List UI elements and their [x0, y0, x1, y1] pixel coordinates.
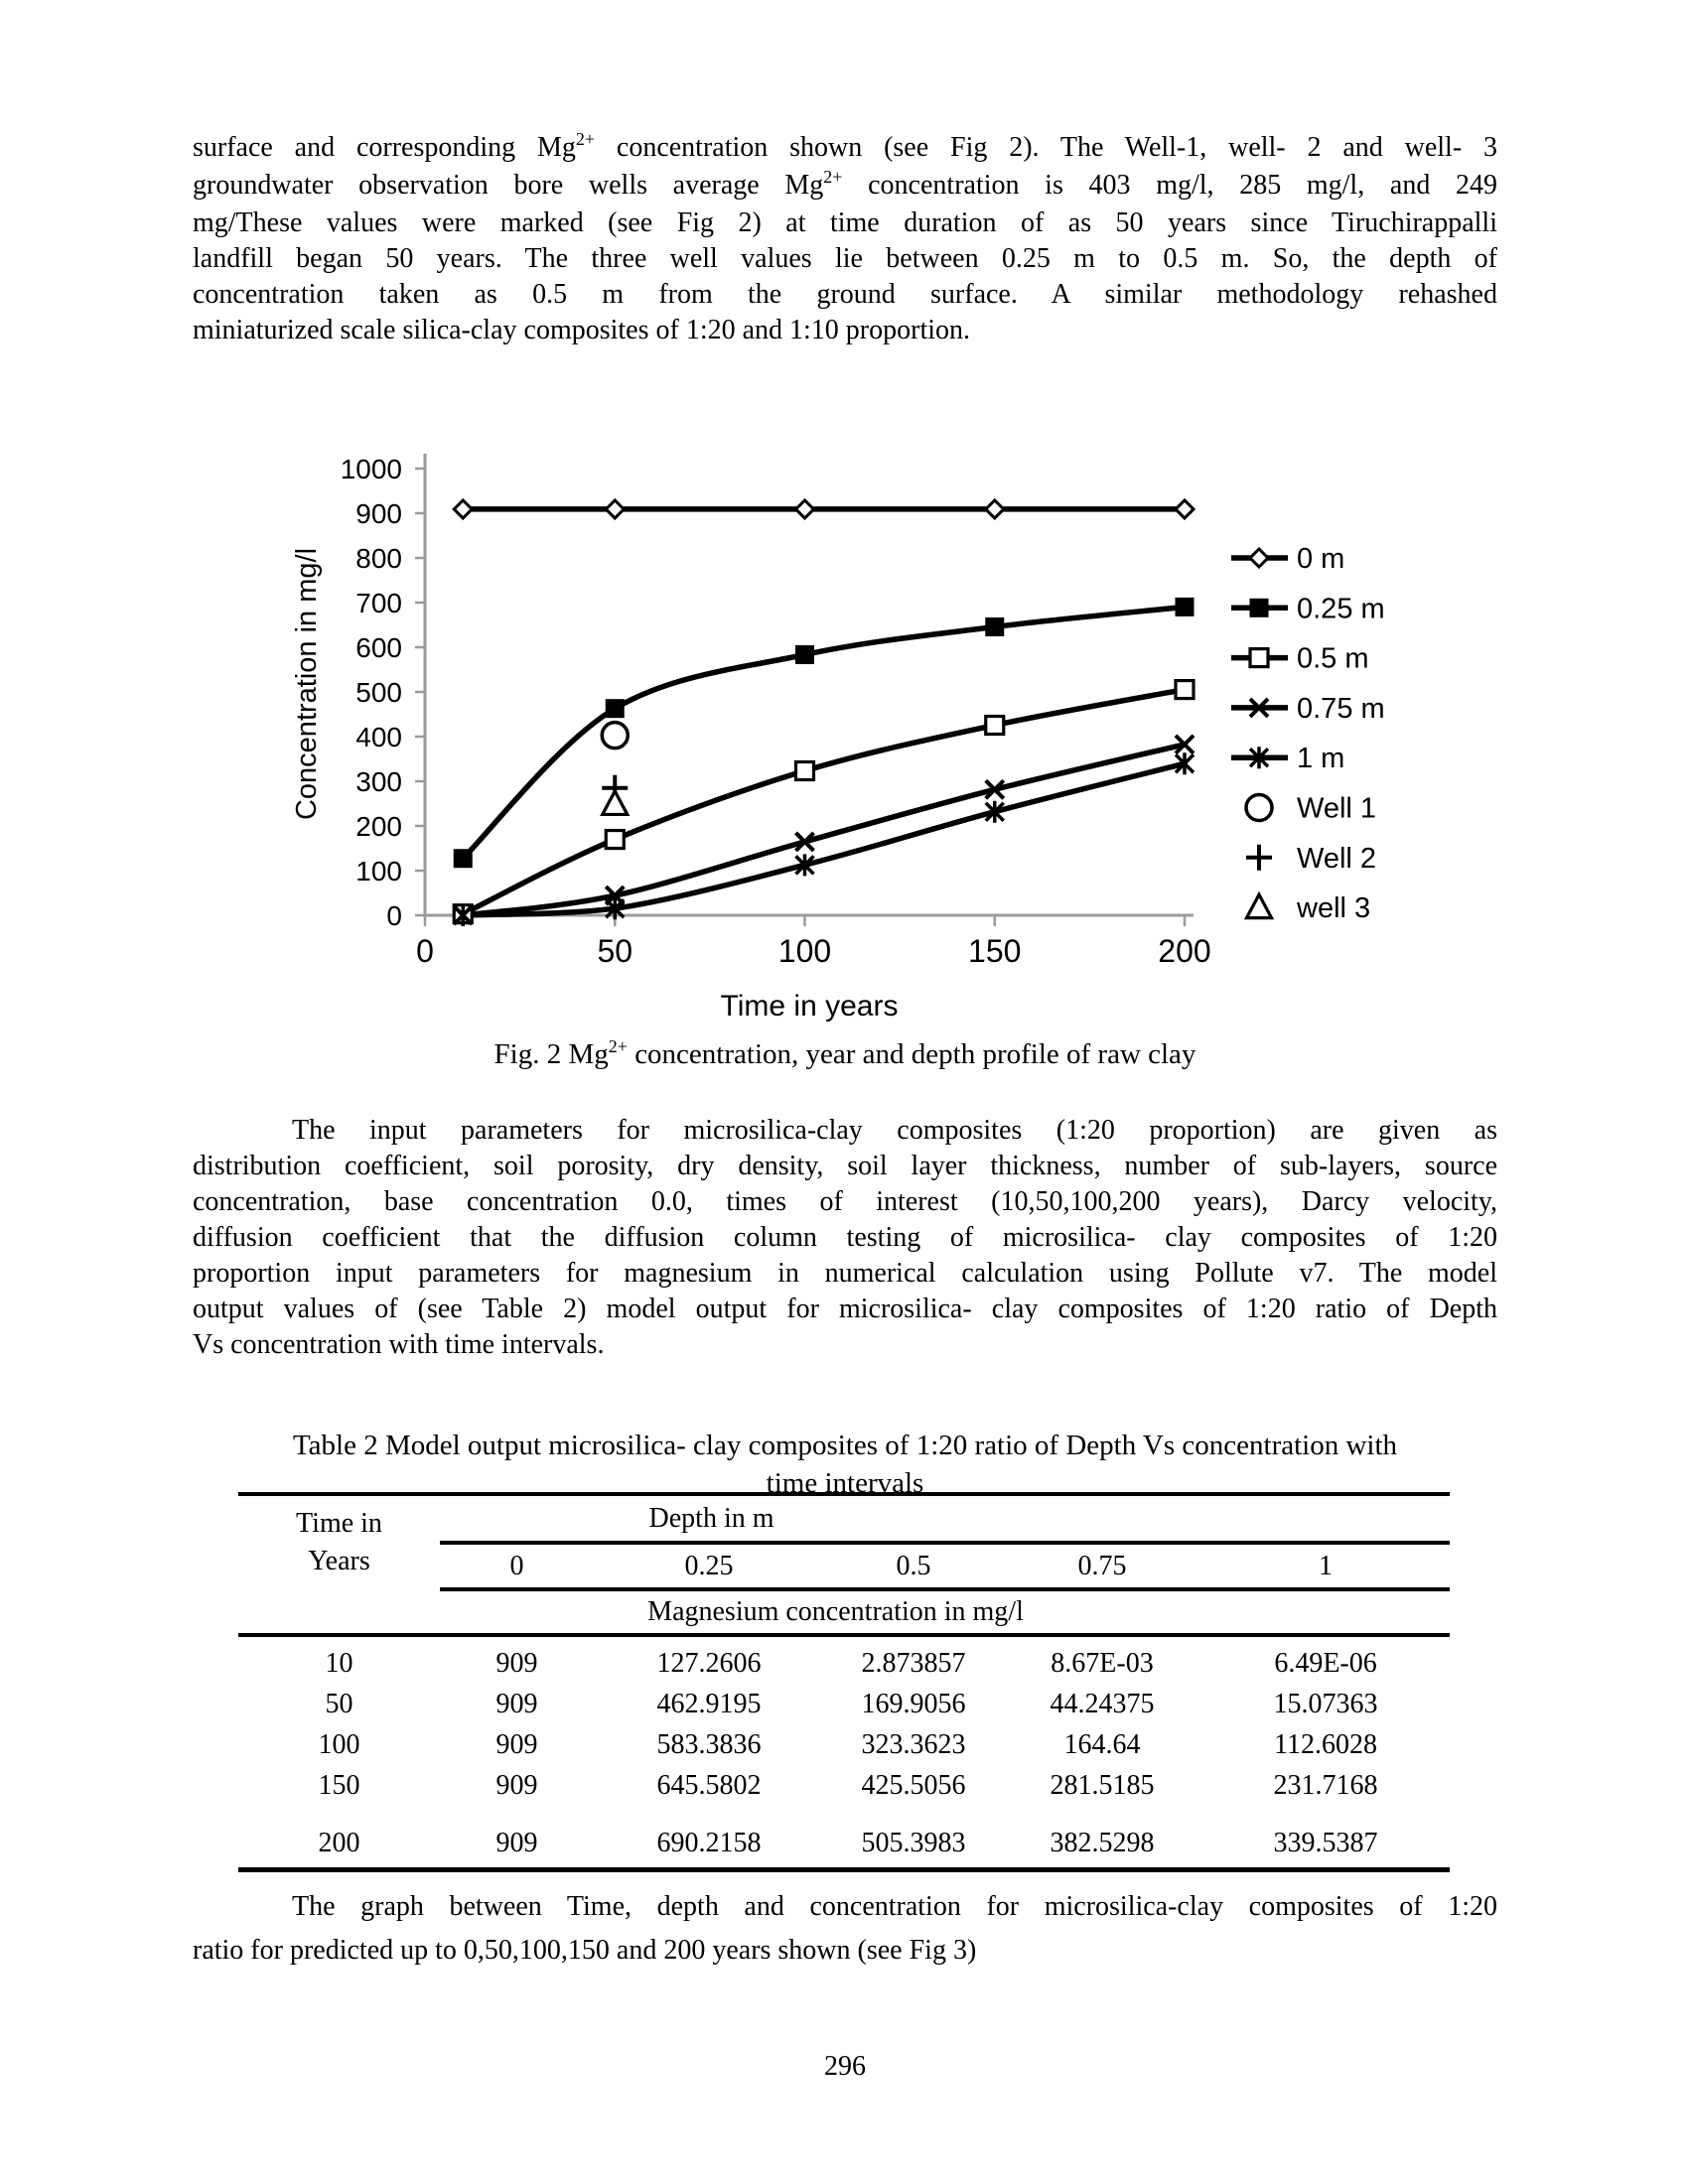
- legend-label: well 3: [1297, 892, 1371, 925]
- time-in-years-header: [238, 1494, 440, 1589]
- depth-col-header: 0.75: [1003, 1543, 1201, 1589]
- y-tick-label: 0: [386, 900, 402, 931]
- series-line-025m: [463, 607, 1185, 858]
- depth-col-header: 0.5: [824, 1543, 1003, 1589]
- series-line-075m: [463, 745, 1185, 915]
- depth-col-header: 0: [440, 1543, 594, 1589]
- paragraph-1: [193, 130, 1497, 348]
- x-tick-label: 100: [777, 933, 832, 969]
- y-tick-label: 100: [355, 856, 402, 887]
- time-cell: 150: [318, 1769, 360, 1801]
- table-body: [238, 1635, 1450, 1870]
- caption-text-2: concentration, year and depth profile of raw clay: [627, 1038, 1196, 1070]
- time-cell: 10: [325, 1647, 353, 1679]
- y-tick-label: 900: [355, 498, 402, 529]
- legend-label: Well 2: [1297, 842, 1377, 875]
- y-tick-label: 1000: [340, 454, 402, 484]
- value-cell: 2.873857: [861, 1647, 966, 1679]
- time-cell: 50: [325, 1688, 353, 1719]
- value-cell: 164.64: [1063, 1728, 1141, 1760]
- value-cell: 169.9056: [861, 1688, 966, 1719]
- y-tick-label: 700: [355, 588, 402, 618]
- y-tick-label: 500: [355, 677, 402, 708]
- y-tick-label: 300: [355, 766, 402, 797]
- value-cell: 127.2606: [656, 1647, 762, 1679]
- filled-square-marker: [1250, 599, 1269, 617]
- depth-col-header: 0.25: [594, 1543, 824, 1589]
- triangle-marker: [603, 791, 628, 815]
- filled-square-marker: [606, 699, 625, 718]
- value-cell: 6.49E-06: [1274, 1647, 1377, 1679]
- value-cell: 231.7168: [1273, 1769, 1378, 1801]
- legend-label: 0.75 m: [1297, 692, 1385, 725]
- table-2-title: [194, 1427, 1496, 1502]
- legend-entry: [1231, 743, 1344, 774]
- legend-entry: [1246, 843, 1376, 875]
- text-line: output values of (see Table 2) model output for microsilica- clay composites of 1:20 ratio of Depth: [193, 1294, 1497, 1324]
- open-square-marker: [1250, 649, 1268, 667]
- text-line: concentration taken as 0.5 m from the ground surface. A similar methodology rehashed: [193, 279, 1497, 310]
- value-cell: 690.2158: [594, 1806, 824, 1870]
- legend-entry: [1231, 643, 1369, 675]
- table-header-row-1: [238, 1494, 1450, 1543]
- x-tick-label: 200: [1158, 933, 1211, 969]
- page-number: 296: [824, 2051, 866, 2082]
- legend-entry: [1246, 793, 1376, 825]
- legend-entry: [1231, 693, 1385, 725]
- unit-header-spacer: [238, 1589, 440, 1635]
- legend-entry: [1231, 593, 1385, 624]
- filled-square-marker: [1176, 598, 1195, 616]
- diamond-marker: [1176, 500, 1194, 518]
- value-cell: 909: [440, 1806, 594, 1870]
- diamond-marker: [454, 500, 472, 518]
- open-square-marker: [606, 831, 624, 849]
- value-cell: 425.5056: [861, 1769, 966, 1801]
- text-line: mg/These values were marked (see Fig 2) at time duration of as 50 years since Tiruchirappalli: [193, 207, 1497, 238]
- open-square-marker: [1176, 681, 1194, 699]
- table-title-line-1: Table 2 Model output microsilica- clay composites of 1:20 ratio of Depth Vs concentration with: [292, 1430, 1398, 1461]
- text-line: The input parameters for microsilica-clay composites (1:20 proportion) are given as: [292, 1115, 1497, 1146]
- figure-2-caption: [194, 1038, 1496, 1071]
- diamond-marker: [1250, 549, 1268, 567]
- value-cell: 112.6028: [1274, 1728, 1378, 1760]
- depth-in-m-header: Depth in m: [440, 1494, 1450, 1543]
- value-cell: 909: [495, 1647, 538, 1679]
- time-header-line-1: Time in: [296, 1508, 382, 1539]
- text-line: concentration, base concentration 0.0, times of interest (10,50,100,200 years), Darcy velocity,: [193, 1186, 1497, 1217]
- caption-text: Fig. 2 Mg: [493, 1038, 609, 1070]
- value-cell: 382.5298: [1003, 1806, 1201, 1870]
- open-square-marker: [796, 761, 814, 779]
- caption-superscript: 2+: [608, 1036, 628, 1056]
- y-tick-label: 800: [355, 543, 402, 574]
- filled-square-marker: [795, 645, 814, 664]
- legend-label: 0 m: [1297, 543, 1345, 575]
- y-tick-label: 600: [355, 632, 402, 663]
- superscript: 2+: [575, 129, 596, 149]
- paragraph-2: [193, 1113, 1497, 1363]
- value-cell: 339.5387: [1201, 1806, 1450, 1870]
- text-line: proportion input parameters for magnesium in numerical calculation using Pollute v7. The model: [193, 1258, 1497, 1289]
- value-cell: 505.3983: [824, 1806, 1003, 1870]
- table-title-line-2: time intervals: [766, 1467, 924, 1499]
- time-header-line-2: Years: [308, 1546, 370, 1576]
- chart-svg: [228, 432, 1420, 1039]
- text-line: diffusion coefficient that the diffusion column testing of microsilica- clay composites of 1:20: [193, 1222, 1497, 1253]
- table-row: [238, 1765, 1450, 1806]
- open-square-marker: [986, 717, 1004, 735]
- x-tick-label: 50: [597, 933, 633, 969]
- text-line: surface and corresponding $Mg^{2+}$ concentration shown (see Fig 2). The Well-1, well- 2 and well- 3: [193, 129, 1497, 163]
- y-axis-title: Concentration in mg/l: [291, 547, 323, 821]
- legend-entry: [1247, 892, 1371, 924]
- time-cell: 200: [238, 1806, 440, 1870]
- value-cell: 323.3623: [861, 1728, 966, 1760]
- value-cell: 281.5185: [1050, 1769, 1155, 1801]
- text-line: Vs concentration with time intervals.: [193, 1329, 605, 1360]
- legend-label: 1 m: [1297, 743, 1345, 775]
- text-line: groundwater observation bore wells average $Mg^{2+}$ concentration is 403 mg/l, 285 mg/l, and 249: [193, 167, 1497, 201]
- diamond-marker: [606, 500, 624, 518]
- table-header-row-3: [238, 1589, 1450, 1635]
- table-row: [238, 1806, 1450, 1870]
- text-line: landfill began 50 years. The three well values lie between 0.25 m to 0.5 m. So, the depth of: [193, 243, 1497, 274]
- unit-header: Magnesium concentration in mg/l: [440, 1589, 1450, 1635]
- diamond-marker: [796, 500, 814, 518]
- value-cell: 909: [495, 1769, 538, 1801]
- value-cell: 44.24375: [1050, 1688, 1155, 1719]
- value-cell: 645.5802: [656, 1769, 762, 1801]
- value-cell: 8.67E-03: [1051, 1647, 1154, 1679]
- diamond-marker: [986, 500, 1004, 518]
- plus-marker: [1246, 845, 1272, 871]
- value-cell: 15.07363: [1273, 1688, 1378, 1719]
- value-cell: 583.3836: [656, 1728, 762, 1760]
- x-tick-label: 150: [968, 933, 1022, 969]
- depth-col-header: 1: [1201, 1543, 1450, 1589]
- filled-square-marker: [985, 617, 1004, 636]
- table-row: [238, 1684, 1450, 1724]
- legend-label: Well 1: [1297, 792, 1377, 825]
- superscript: 2+: [823, 167, 843, 187]
- text-line: The graph between Time, depth and concentration for microsilica-clay composites of 1:20: [292, 1891, 1497, 1922]
- series-line-05m: [463, 690, 1185, 914]
- text-line: miniaturized scale silica-clay composites of 1:20 and 1:10 proportion.: [193, 315, 971, 345]
- x-axis-title: Time in years: [720, 990, 899, 1023]
- table-row: [238, 1635, 1450, 1684]
- value-cell: 909: [495, 1688, 538, 1719]
- value-cell: 909: [495, 1728, 538, 1760]
- x-tick-label: 0: [416, 933, 434, 969]
- series-line-1m: [463, 763, 1185, 915]
- circle-marker: [1246, 795, 1272, 821]
- legend-label: 0.5 m: [1297, 642, 1369, 675]
- triangle-marker: [1247, 894, 1272, 918]
- legend-entry: [1231, 543, 1344, 575]
- filled-square-marker: [454, 849, 473, 868]
- table-row: [238, 1724, 1450, 1765]
- circle-marker: [602, 723, 628, 749]
- figure-2-chart: [228, 432, 1420, 1039]
- value-cell: 462.9195: [656, 1688, 762, 1719]
- time-cell: 100: [318, 1728, 360, 1760]
- legend-label: 0.25 m: [1297, 593, 1385, 625]
- text-line: ratio for predicted up to 0,50,100,150 and 200 years shown (see Fig 3): [193, 1935, 977, 1966]
- table-2-wrap: [238, 1492, 1450, 1872]
- paragraph-3: [193, 1885, 1497, 1973]
- model-output-table: [238, 1492, 1450, 1872]
- y-tick-label: 200: [355, 811, 402, 842]
- y-tick-label: 400: [355, 722, 402, 752]
- text-line: distribution coefficient, soil porosity, dry density, soil layer thickness, number of sub-layers, source: [193, 1151, 1497, 1181]
